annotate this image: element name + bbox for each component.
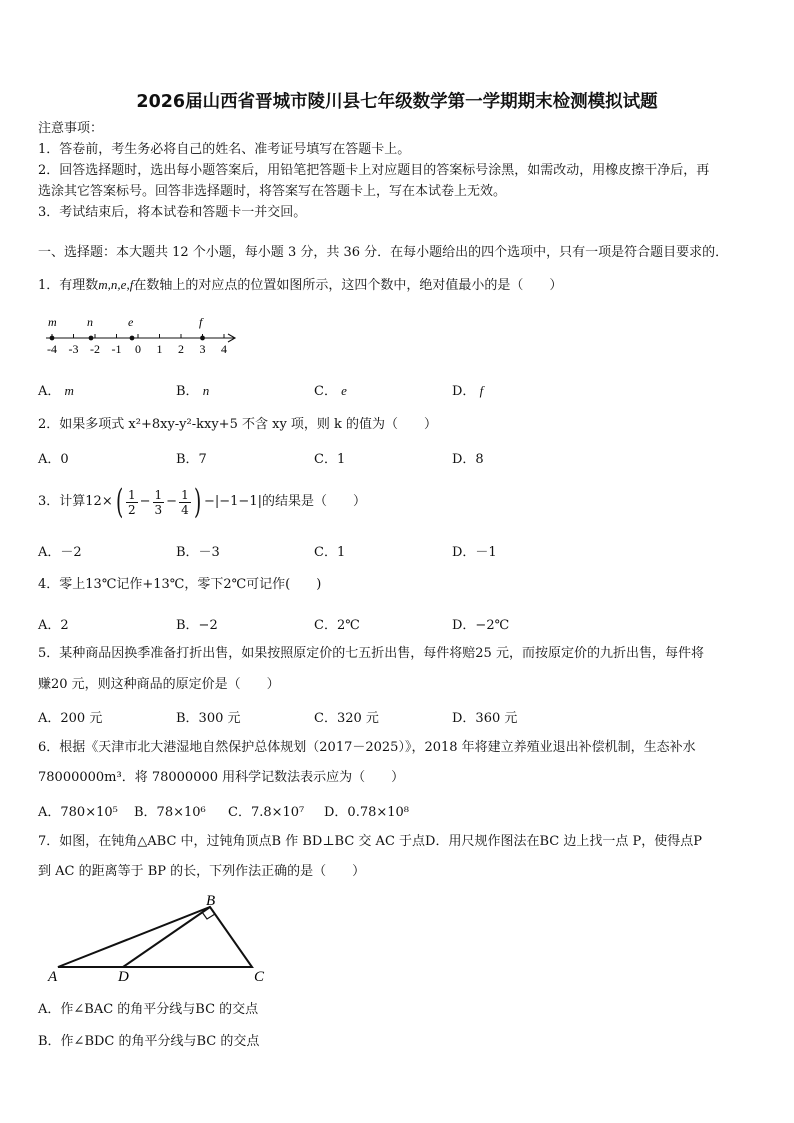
notice-item: 选涂其它答案标号。回答非选择题时，将答案写在答题卡上，写在本试卷上无效。 xyxy=(38,184,507,199)
q5-option-b[interactable]: B．300 元 xyxy=(176,711,241,726)
point-n xyxy=(89,336,94,341)
q2-option-b[interactable]: B．7 xyxy=(176,452,207,467)
point-m xyxy=(50,336,55,341)
vertex-label-d: D xyxy=(118,969,129,985)
notice-item: 3．考试结束后，将本试卷和答题卡一并交回。 xyxy=(38,205,307,220)
q1-post: 在数轴上的对应点的位置如图所示，这四个数中，绝对值最小的是（ ） xyxy=(133,278,563,293)
q1-pre: 1．有理数 xyxy=(38,278,99,293)
tick-label: -3 xyxy=(68,342,79,356)
fraction-1-2: $\frac{1}{2}$ xyxy=(127,487,136,517)
section-heading: 一、选择题：本大题共 12 个小题，每小题 3 分，共 36 分．在每小题给出的四个选项中，只有一项是符合题目要求的． xyxy=(38,245,729,260)
minus-sign: − xyxy=(166,494,178,509)
notice-item: 1．答卷前，考生务必将自己的姓名、准考证号填写在答题卡上。 xyxy=(38,142,411,157)
q6-option-c[interactable]: C．7.8×10⁷ xyxy=(228,805,305,820)
q7-option-a[interactable]: A．作∠BAC 的角平分线与BC 的交点 xyxy=(38,1002,259,1017)
q4-option-d[interactable]: D．−2℃ xyxy=(452,618,510,633)
q2-option-d[interactable]: D．8 xyxy=(452,452,484,467)
q3-expr-a: 12× xyxy=(85,494,113,509)
tick-label: 1 xyxy=(156,342,163,356)
q3-expr-b: −|−1−1| xyxy=(203,494,262,509)
fraction-1-3: $\frac{1}{3}$ xyxy=(154,487,163,517)
paren-open: ( xyxy=(115,482,123,522)
q1-option-c[interactable]: C． e xyxy=(314,383,347,399)
question-6-line-2: 78000000m³．将 78000000 用科学记数法表示应为（ ） xyxy=(38,770,405,785)
q3-pre: 3．计算 xyxy=(38,494,86,509)
q5-option-a[interactable]: A．200 元 xyxy=(38,711,103,726)
question-5-line-2: 赚20 元，则这种商品的原定价是（ ） xyxy=(38,677,280,692)
vertex-label-b: B xyxy=(206,893,216,909)
q2-option-c[interactable]: C．1 xyxy=(314,452,346,467)
question-7-line-1: 7．如图，在钝角△ABC 中，过钝角顶点B 作 BD⊥BC 交 AC 于点D．用尺规作图法在BC 边上找一点 P，使得点P xyxy=(38,834,702,849)
q6-option-a[interactable]: A．780×10⁵ xyxy=(38,805,118,820)
question-2: 2．如果多项式 x²+8xy-y²-kxy+5 不含 xy 项，则 k 的值为（ ） xyxy=(38,417,438,432)
q5-option-d[interactable]: D．360 元 xyxy=(452,711,518,726)
notice-item: 2．回答选择题时，选出每小题答案后，用铅笔把答题卡上对应题目的答案标号涂黑，如需改动，用橡皮擦干净后，再 xyxy=(38,163,710,178)
paren-close: ) xyxy=(193,482,201,522)
question-6-line-1: 6．根据《天津市北大港湿地自然保护总体规划（2017－2025）》，2018 年将建立养殖业退出补偿机制，生态补水 xyxy=(38,740,696,755)
axis-label-n: n xyxy=(87,315,93,329)
tick-label: 2 xyxy=(178,342,184,356)
question-7-line-2: 到 AC 的距离等于 BP 的长，下列作法正确的是（ ） xyxy=(38,864,366,879)
vertex-label-c: C xyxy=(254,969,265,985)
vertex-label-a: A xyxy=(48,969,58,985)
q3-post: 的结果是（ ） xyxy=(261,494,366,509)
q1-option-d[interactable]: D． f xyxy=(452,383,484,399)
tick-label: 4 xyxy=(221,342,227,356)
q4-option-b[interactable]: B．−2 xyxy=(176,618,218,633)
q4-option-c[interactable]: C．2℃ xyxy=(314,618,360,633)
question-5-line-1: 5．某种商品因换季准备打折出售，如果按照原定价的七五折出售，每件将赔25 元，而按原定价的九折出售，每件将 xyxy=(38,646,704,661)
q7-option-b[interactable]: B．作∠BDC 的角平分线与BC 的交点 xyxy=(38,1034,260,1049)
q1-option-b[interactable]: B． n xyxy=(176,383,210,399)
question-4: 4．零上13℃记作+13℃，零下2℃可记作( ) xyxy=(38,577,322,592)
axis-label-f: f xyxy=(199,315,203,329)
question-1 xyxy=(38,276,562,295)
axis-label-m: m xyxy=(48,315,57,329)
fraction-1-4: $\frac{1}{4}$ xyxy=(181,487,189,517)
point-e xyxy=(130,336,135,341)
q3-option-a[interactable]: A．－2 xyxy=(38,545,82,560)
tick-label: -4 xyxy=(47,342,57,356)
tick-label: 3 xyxy=(199,342,206,356)
q3-option-d[interactable]: D．－1 xyxy=(452,545,497,560)
q4-option-a[interactable]: A．2 xyxy=(38,618,69,633)
tick-label: 0 xyxy=(135,342,141,356)
q2-option-a[interactable]: A．0 xyxy=(38,452,69,467)
q1-option-a[interactable]: A． m xyxy=(38,383,74,399)
q5-option-c[interactable]: C．320 元 xyxy=(314,711,379,726)
point-f xyxy=(200,336,205,341)
triangle-figure xyxy=(38,890,278,990)
minus-sign: − xyxy=(139,494,151,509)
axis-label-e: e xyxy=(128,315,134,329)
tick-label: -1 xyxy=(111,342,122,356)
q3-option-b[interactable]: B．－3 xyxy=(176,545,220,560)
notice-heading: 注意事项： xyxy=(38,121,104,136)
q1-vars: m,n,e,f xyxy=(98,277,134,292)
q3-option-c[interactable]: C．1 xyxy=(314,545,346,560)
q6-option-b[interactable]: B．78×10⁶ xyxy=(134,805,206,820)
question-3 xyxy=(38,482,366,522)
number-line-figure xyxy=(38,313,248,358)
q6-option-d[interactable]: D．0.78×10⁸ xyxy=(324,805,410,820)
page-title: 2026届山西省晋城市陵川县七年级数学第一学期期末检测模拟试题 xyxy=(136,92,658,112)
tick-label: -2 xyxy=(90,342,100,356)
